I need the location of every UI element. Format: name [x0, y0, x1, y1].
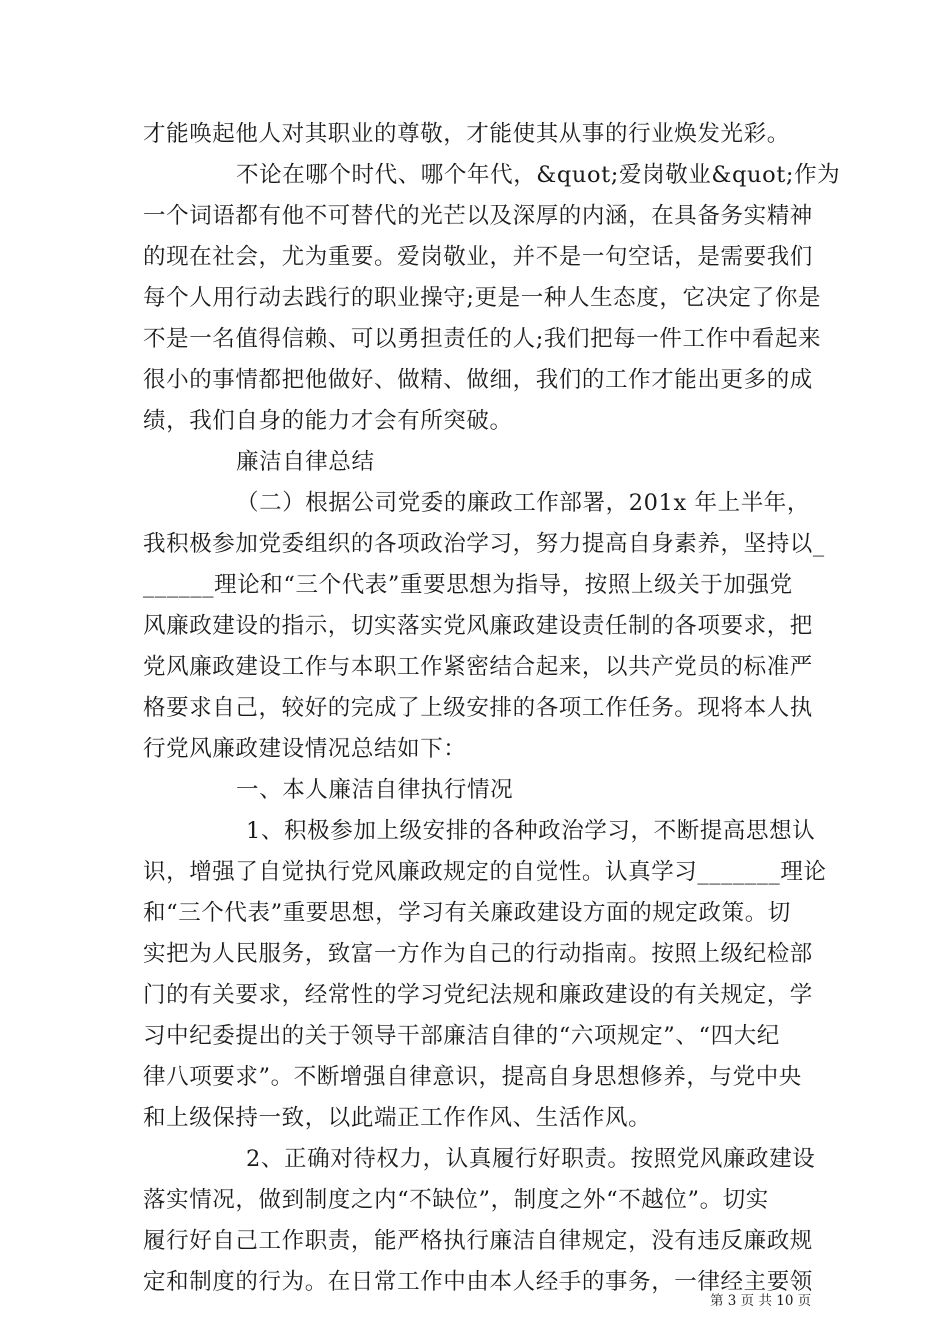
text-line: （二）根据公司党委的廉政工作部署，201x 年上半年， [236, 490, 810, 516]
text-line: 不是一名值得信赖、可以勇担责任的人;我们把每一件工作中看起来 [143, 326, 822, 352]
text-line: 才能唤起他人对其职业的尊敬，才能使其从事的行业焕发光彩。 [143, 121, 790, 147]
text-line: 履行好自己工作职责，能严格执行廉洁自律规定，没有违反廉政规 [143, 1228, 813, 1254]
text-line: 实把为人民服务，致富一方作为自己的行动指南。按照上级纪检部 [143, 941, 813, 967]
text-line: ______理论和“三个代表”重要思想为指导，按照上级关于加强党 [143, 572, 793, 598]
text-line: 一个词语都有他不可替代的光芒以及深厚的内涵，在具备务实精神 [143, 203, 813, 229]
text-line: 律八项要求”。不断增强自律意识，提高自身思想修养，与党中央 [143, 1064, 802, 1090]
text-line: 习中纪委提出的关于领导干部廉洁自律的“六项规定”、“四大纪 [143, 1023, 780, 1049]
text-line: 风廉政建设的指示，切实落实党风廉政建设责任制的各项要求，把 [143, 613, 813, 639]
text-line: 我积极参加党委组织的各项政治学习，努力提高自身素养，坚持以_ [143, 531, 825, 557]
text-line: 党风廉政建设工作与本职工作紧密结合起来，以共产党员的标准严 [143, 654, 813, 680]
text-line: 绩，我们自身的能力才会有所突破。 [143, 408, 513, 434]
text-line: 识，增强了自觉执行党风廉政规定的自觉性。认真学习_______理论 [143, 859, 827, 885]
text-line: 和“三个代表”重要思想，学习有关廉政建设方面的规定政策。切 [143, 900, 791, 926]
text-line: 门的有关要求，经常性的学习党纪法规和廉政建设的有关规定，学 [143, 982, 813, 1008]
subsection-heading: 一、本人廉洁自律执行情况 [236, 777, 514, 803]
text-line: 落实情况，做到制度之内“不缺位”，制度之外“不越位”。切实 [143, 1187, 769, 1213]
section-heading: 廉洁自律总结 [236, 449, 375, 475]
text-line: 1、积极参加上级安排的各种政治学习，不断提高思想认 [246, 818, 816, 844]
text-line: 和上级保持一致，以此端正工作作风、生活作风。 [143, 1105, 652, 1131]
text-line: 行党风廉政建设情况总结如下： [143, 736, 467, 762]
text-line: 格要求自己，较好的完成了上级安排的各项工作任务。现将本人执 [143, 695, 813, 721]
text-line: 的现在社会，尤为重要。爱岗敬业，并不是一句空话，是需要我们 [143, 244, 813, 270]
text-line: 定和制度的行为。在日常工作中由本人经手的事务，一律经主要领 [143, 1269, 813, 1295]
text-line: 每个人用行动去践行的职业操守;更是一种人生态度，它决定了你是 [143, 285, 822, 311]
text-line: 2、正确对待权力，认真履行好职责。按照党风廉政建设 [246, 1146, 816, 1172]
text-line: 不论在哪个时代、哪个年代，&quot;爱岗敬业&quot;作为 [236, 162, 841, 188]
text-line: 很小的事情都把他做好、做精、做细，我们的工作才能出更多的成 [143, 367, 813, 393]
page-number: 第 3 页 共 10 页 [710, 1293, 812, 1309]
